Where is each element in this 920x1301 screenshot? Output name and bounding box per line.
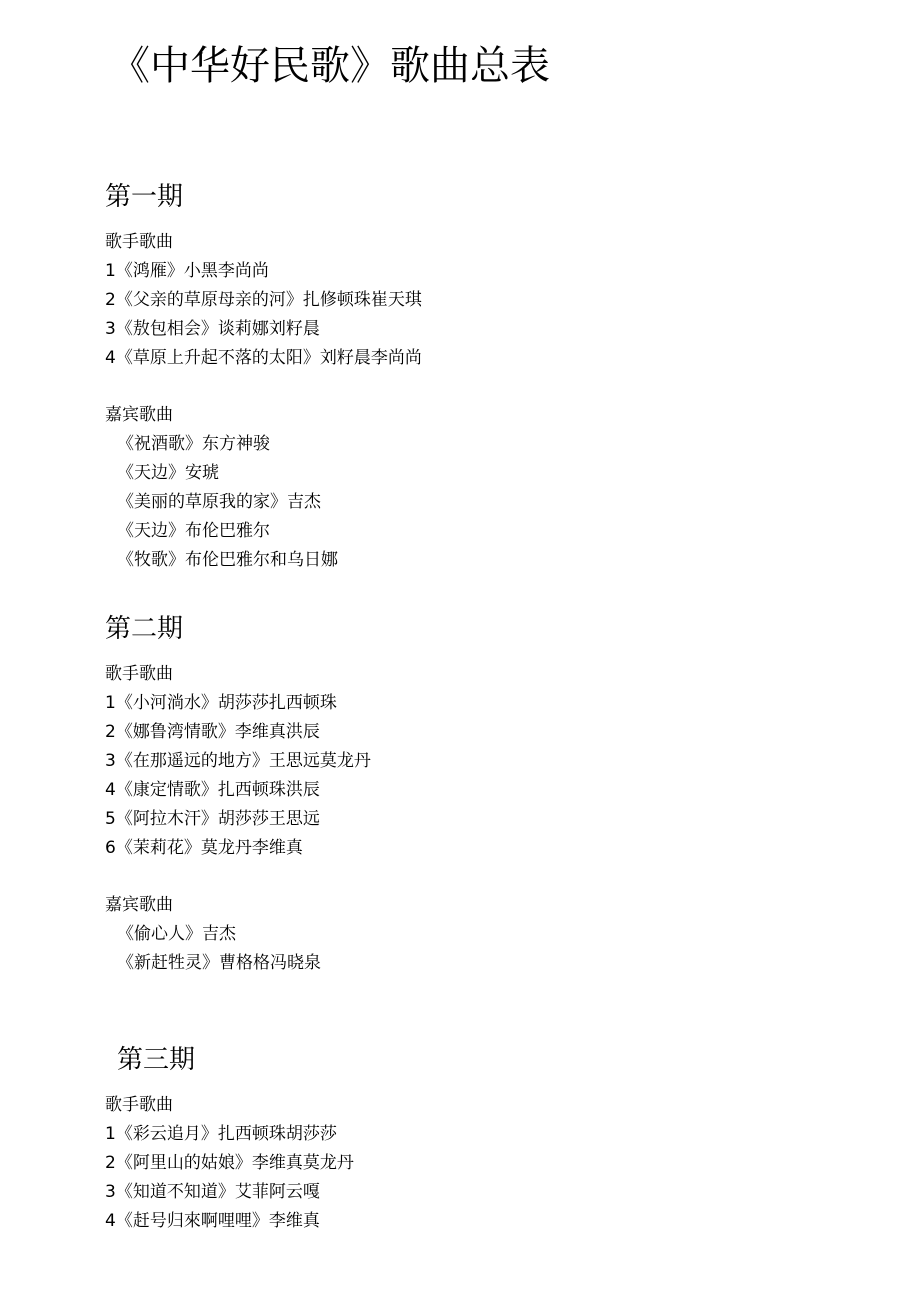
song-item: 4《草原上升起不落的太阳》刘籽晨李尚尚 bbox=[105, 348, 422, 368]
song-item: 3《敖包相会》谈莉娜刘籽晨 bbox=[105, 319, 320, 339]
singer-songs-heading: 歌手歌曲 bbox=[105, 232, 173, 252]
song-item: 5《阿拉木汗》胡莎莎王思远 bbox=[105, 809, 320, 829]
song-item: 4《赶号归來啊哩哩》李维真 bbox=[105, 1211, 320, 1231]
guest-songs-heading: 嘉宾歌曲 bbox=[105, 405, 173, 425]
issue-section-3 bbox=[105, 1043, 805, 1236]
singer-songs-heading: 歌手歌曲 bbox=[105, 664, 173, 684]
song-item: 2《父亲的草原母亲的河》扎修顿珠崔天琪 bbox=[105, 290, 422, 310]
song-item: 6《茉莉花》莫龙丹李维真 bbox=[105, 838, 303, 858]
song-item: 《偷心人》吉杰 bbox=[117, 924, 236, 944]
singer-songs-block bbox=[105, 228, 805, 373]
issue-title: 第三期 bbox=[117, 1045, 196, 1075]
song-item: 3《知道不知道》艾菲阿云嘎 bbox=[105, 1182, 320, 1202]
singer-songs-block bbox=[105, 1091, 805, 1236]
song-item: 1《彩云追月》扎西顿珠胡莎莎 bbox=[105, 1124, 337, 1144]
song-item: 《天边》布伦巴雅尔 bbox=[117, 521, 270, 541]
song-item: 3《在那遥远的地方》王思远莫龙丹 bbox=[105, 751, 371, 771]
issue-title: 第一期 bbox=[105, 182, 184, 212]
issue-title: 第二期 bbox=[105, 614, 184, 644]
spacer bbox=[105, 373, 805, 401]
spacer bbox=[105, 863, 805, 891]
song-item: 《天边》安琥 bbox=[117, 463, 219, 483]
guest-songs-heading: 嘉宾歌曲 bbox=[105, 895, 173, 915]
song-item: 1《小河淌水》胡莎莎扎西顿珠 bbox=[105, 693, 337, 713]
issue-section-1 bbox=[105, 180, 805, 575]
song-item: 《牧歌》布伦巴雅尔和乌日娜 bbox=[117, 550, 338, 570]
issue-section-2 bbox=[105, 612, 805, 978]
singer-songs-heading: 歌手歌曲 bbox=[105, 1095, 173, 1115]
song-item: 2《阿里山的姑娘》李维真莫龙丹 bbox=[105, 1153, 354, 1173]
guest-songs-block bbox=[105, 401, 805, 575]
song-item: 1《鸿雁》小黑李尚尚 bbox=[105, 261, 269, 281]
song-item: 4《康定情歌》扎西顿珠洪辰 bbox=[105, 780, 320, 800]
song-item: 《新赶牲灵》曹格格冯晓泉 bbox=[117, 953, 321, 973]
singer-songs-block bbox=[105, 660, 805, 863]
song-item: 2《娜鲁湾情歌》李维真洪辰 bbox=[105, 722, 320, 742]
document-title: 《中华好民歌》歌曲总表 bbox=[110, 43, 550, 89]
guest-songs-block bbox=[105, 891, 805, 978]
song-item: 《祝酒歌》东方神骏 bbox=[117, 434, 270, 454]
song-item: 《美丽的草原我的家》吉杰 bbox=[117, 492, 321, 512]
